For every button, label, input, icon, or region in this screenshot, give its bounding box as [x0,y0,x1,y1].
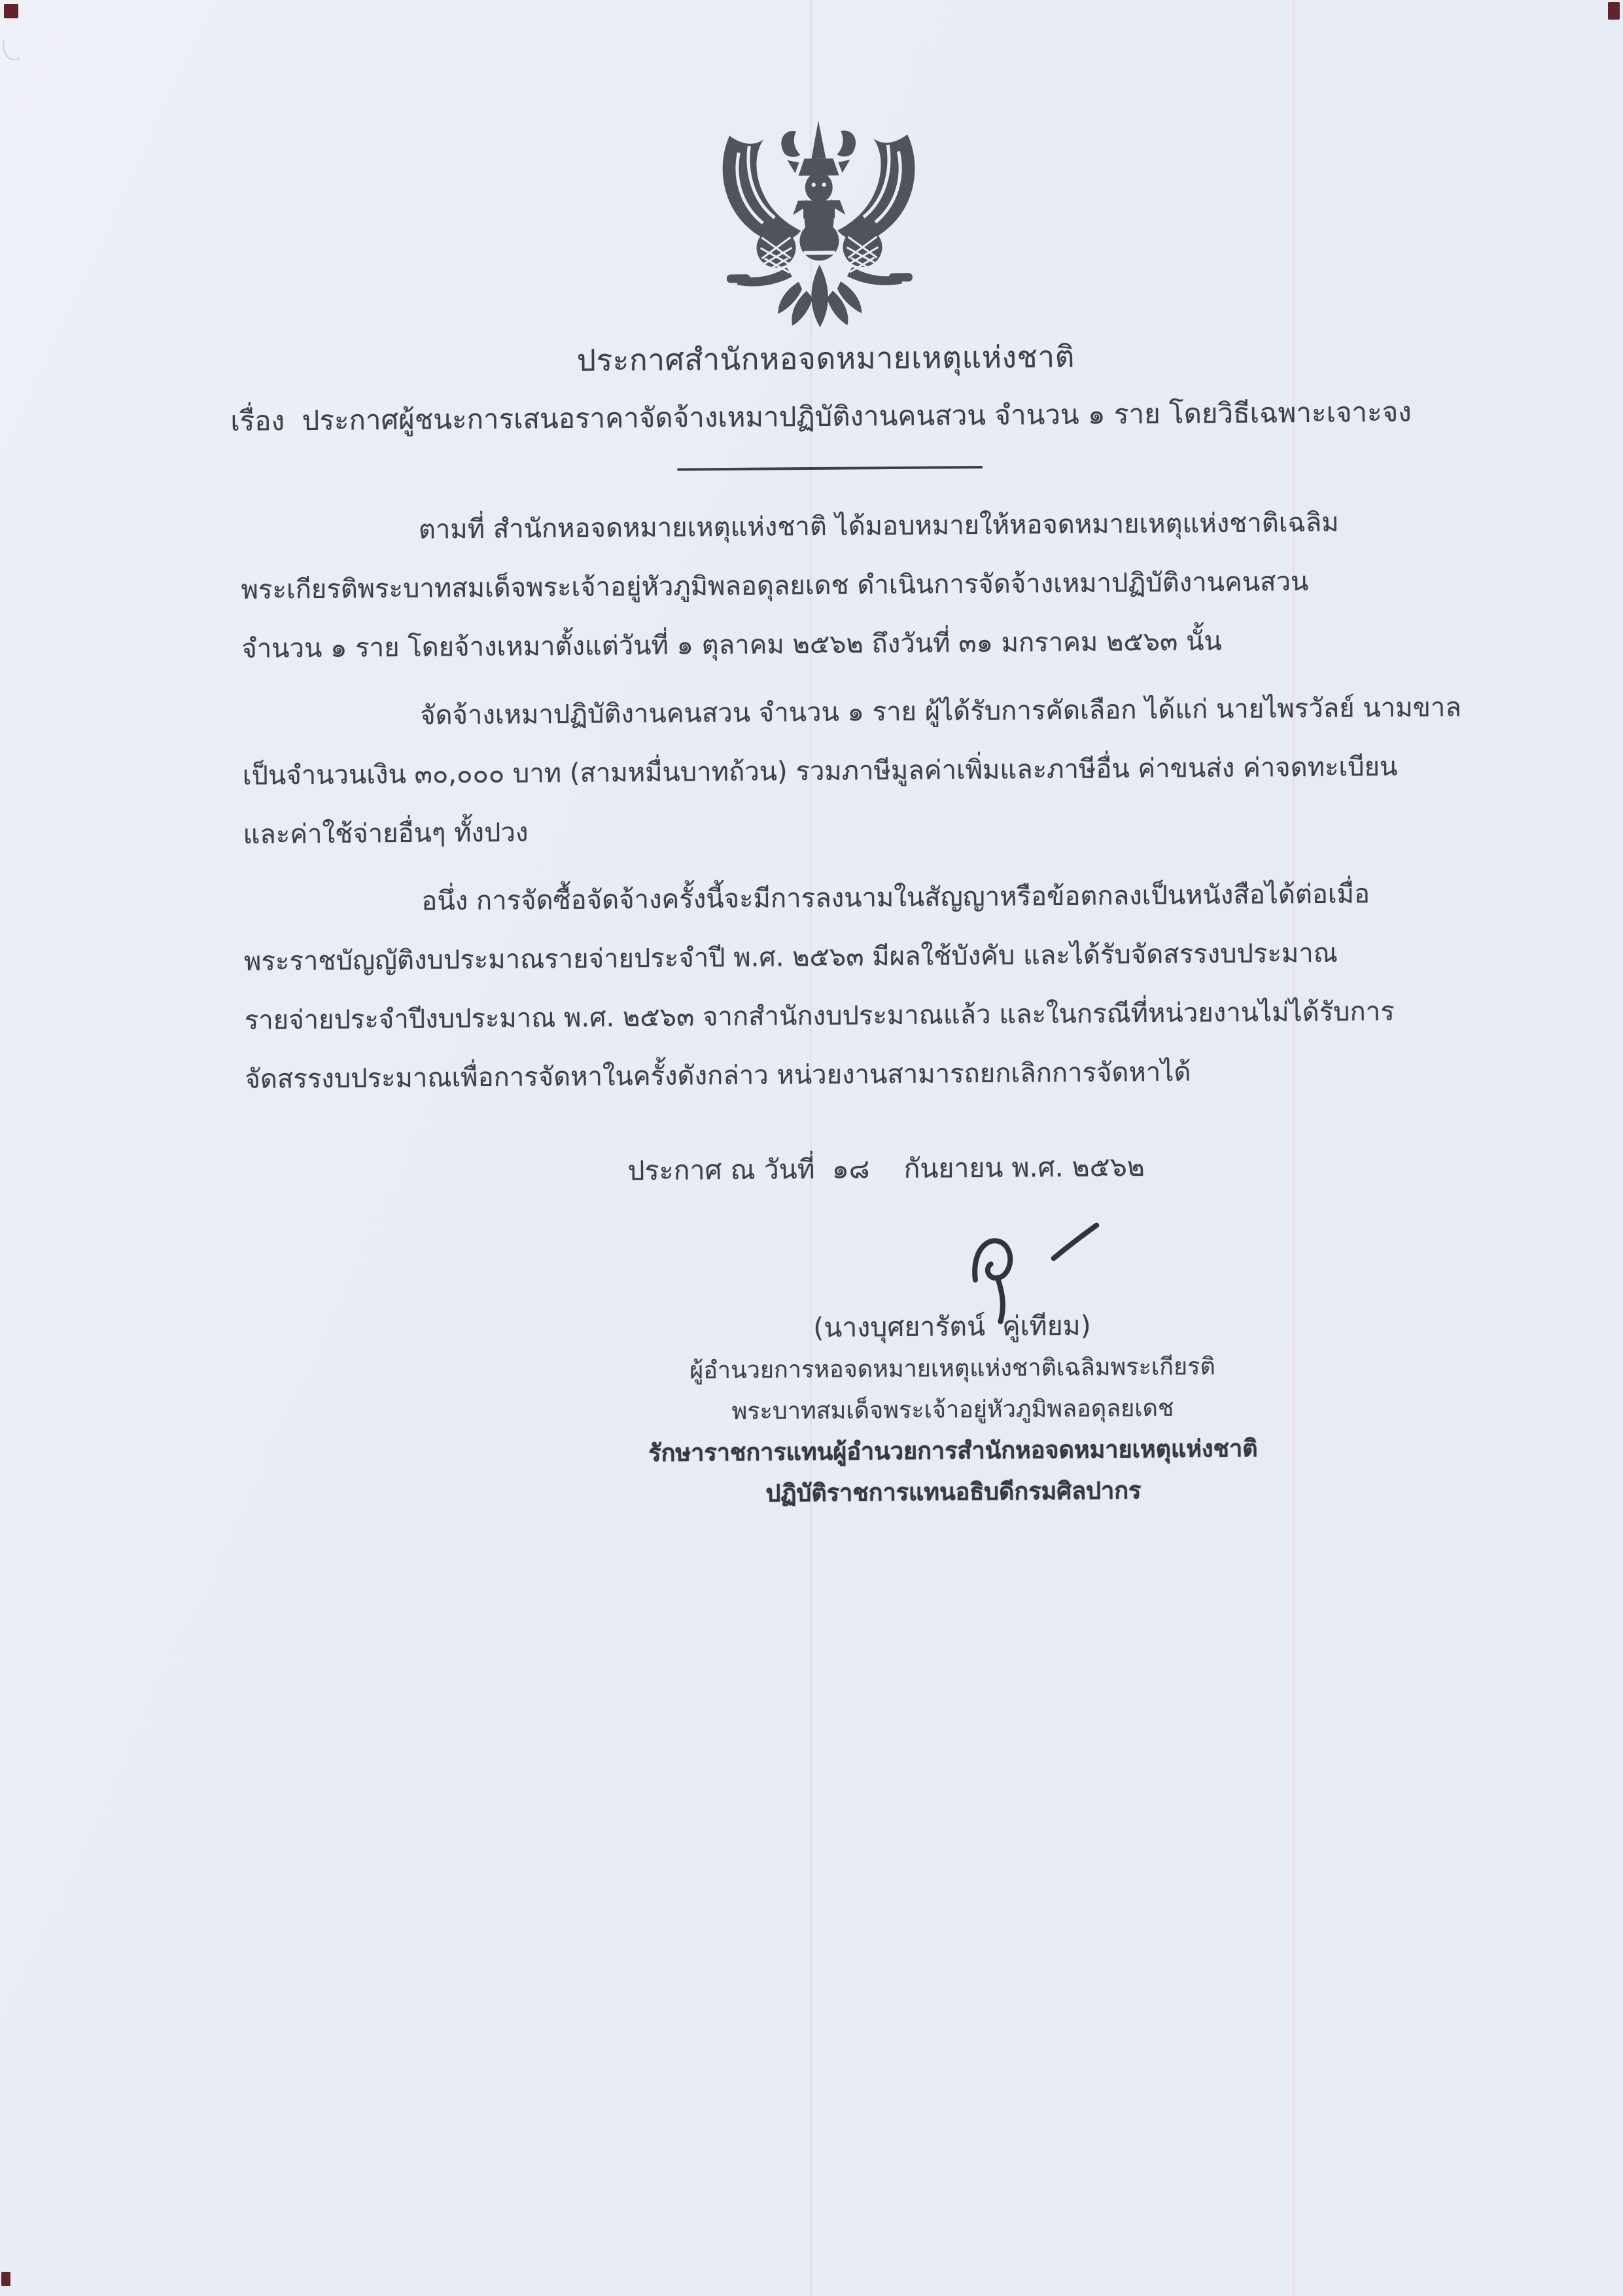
scan-artifact [1,2272,10,2286]
paragraph-line: อนึ่ง การจัดซื้อจัดจ้างครั้งนี้จะมีการลงนามในสัญญาหรือข้อตกลงเป็นหนังสือได้ต่อเมื่อ [421,879,1370,917]
paragraph-line: เป็นจำนวนเงิน ๓๐,๐๐๐ บาท (สามหมื่นบาทถ้วน) รวมภาษีมูลค่าเพิ่มและภาษีอื่น ค่าขนส่ง ค่าจดทะเบียน [242,751,1398,791]
paragraph-line: พระเกียรติพระบาทสมเด็จพระเจ้าอยู่หัวภูมิพลอดุลยเดช ดำเนินการจัดจ้างเหมาปฏิบัติงานคนสวน [241,567,1309,605]
paragraph-line: ตามที่ สำนักหอจดหมายเหตุแห่งชาติ ได้มอบหมายให้หอจดหมายเหตุแห่งชาติเฉลิม [418,507,1339,545]
signer-name: (นางบุศยารัตน์ คู่เทียม) [813,1309,1091,1343]
signer-title-line: ผู้อำนวยการหอจดหมายเหตุแห่งชาติเฉลิมพระเกียรติ [689,1353,1215,1385]
issued-date-line: ประกาศ ณ วันที่ ๑๘ กันยายน พ.ศ. ๒๕๖๒ [627,1151,1145,1187]
paragraph-line: จัดจ้างเหมาปฏิบัติงานคนสวน จำนวน ๑ ราย ผู้ได้รับการคัดเลือก ได้แก่ นายไพรวัลย์ นามขาล [419,692,1461,731]
paragraph [242,678,1461,864]
paragraph-line: จำนวน ๑ ราย โดยจ้างเหมาตั้งแต่วันที่ ๑ ตุลาคม ๒๕๖๒ ถึงวันที่ ๓๑ มกราคม ๒๕๖๓ นั้น [241,626,1222,664]
document-body [241,492,1461,1118]
document-title: ประกาศสำนักหอจดหมายเหตุแห่งชาติ [576,338,1075,378]
signer-block [625,1302,1280,1515]
garuda-emblem-icon [707,109,932,337]
title-divider [677,466,983,471]
paragraph [241,492,1451,679]
paragraph-line: และค่าใช้จ่ายอื่นๆ ทั้งปวง [243,817,529,850]
paragraph-line: จัดสรรงบประมาณเพื่อการจัดหาในครั้งดังกล่าว หน่วยงานสามารถยกเลิกการจัดหาได้ [245,1057,1191,1095]
paragraph-line: พระราชบัญญัติงบประมาณรายจ่ายประจำปี พ.ศ. ๒๕๖๓ มีผลใช้บังคับ และได้รับจัดสรรงบประมาณ [243,938,1338,977]
signer-title-line: รักษาราชการแทนผู้อำนวยการสำนักหอจดหมายเหตุแห่งชาติ [648,1435,1258,1467]
paragraph [243,864,1454,1109]
paragraph-line: รายจ่ายประจำปีงบประมาณ พ.ศ. ๒๕๖๓ จากสำนักงบประมาณแล้ว และในกรณีที่หน่วยงานไม่ได้รับการ [244,997,1395,1036]
subject-line: เรื่อง ประกาศผู้ชนะการเสนอราคาจัดจ้างเหมาปฏิบัติงานคนสวน จำนวน ๑ ราย โดยวิธีเฉพาะเจาะจง [230,395,1412,437]
signer-title-line: พระบาทสมเด็จพระเจ้าอยู่หัวภูมิพลอดุลยเดช [731,1394,1174,1425]
signer-title-line: ปฏิบัติราชการแทนอธิบดีกรมศิลปากร [765,1477,1142,1508]
